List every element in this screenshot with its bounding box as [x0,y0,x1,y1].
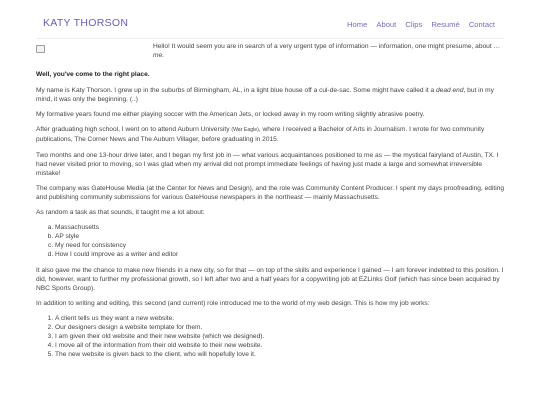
list-item: 1. A client tells us they want a new website. [55,314,506,323]
header-divider [36,38,504,39]
paragraph-ezlinks: It also gave me the chance to make new friends in a new city, so for that — on top of the skills and experience I gained — I am forever indebted to this position. I did, however, want to further my professional growth, so I left after two and a half years for a copywriting job at EZLinks Golf (which has since been acquired by NBC Sports Group). [36,266,504,292]
list-item: d. How I could improve as a writer and editor [55,250,506,259]
nav-clips-link[interactable]: Clips [405,20,423,29]
about-content [36,42,506,365]
intro-row [36,42,506,70]
list-item: 2. Our designers design a website template for them. [55,323,506,332]
paragraph-lessons-intro: As random a task as that sounds, it taught me a lot about: [36,209,205,217]
paragraph-gatehouse: The company was GateHouse Media (at the Center for News and Design), and the role was Community Content Producer. I spent my days proofreading, editing and publishing community submissions for various GateHouse newspapers in the northeast — mainly Massachusetts. [36,184,505,201]
job-steps-list [36,314,506,359]
paragraph-austin: Two months and one 13-hour drive later, and I began my first job in — what various acquaintances positioned to me as — the mystical fairyland of Austin, TX. I had never visited prior to moving, so I was glad when my arrival did not prompt immediate feelings of having just made a large and somewhat irreversible mistake! [36,151,499,177]
intro-text: Hello! It would seem you are in search of a very urgent type of information — information, one might presume, about … me. [153,43,501,60]
main-nav [340,20,495,29]
lessons-list [36,223,506,259]
paragraph-hometown: My name is Katy Thorson. I grew up in the suburbs of Birmingham, AL, in a light blue house off a cul-de-sac. Some might have called it a dead end, but in my mind, it was only the beginning. (..) [36,87,494,104]
broken-image-icon [36,45,45,53]
site-brand-link[interactable]: KATY THORSON [43,17,129,29]
nav-home-link[interactable]: Home [347,20,368,29]
list-item: c. My need for consistency [55,241,506,250]
nav-resume-link[interactable]: Resumé [431,20,460,29]
list-item: 5. The new website is given back to the client, who will hopefully love it. [55,350,506,359]
nav-about-link[interactable]: About [376,20,397,29]
paragraph-job-intro: In addition to writing and editing, this second (and current) role introduced me to the world of my web design. This is how my job works: [36,299,430,307]
list-item: 3. I am given their old website and their new website (which we designed). [55,332,506,341]
paragraph-education: After graduating high school, I went on to attend Auburn University (War Eagle), where I received a Bachelor of Arts in Journalism. I wrote for two community publications, The Corner News and The Auburn Villager, before graduating in 2015. [36,126,485,144]
lead-heading: Well, you've come to the right place. [36,71,150,78]
paragraph-formative-years: My formative years found me either playing soccer with the American Jets, or locked away in my room writing slightly abrasive poetry. [36,111,425,119]
list-item: 4. I move all of the information from their old website to their new website. [55,341,506,350]
list-item: a. Massachusetts [55,223,506,232]
nav-contact-link[interactable]: Contact [468,20,495,29]
list-item: b. AP style [55,232,506,241]
